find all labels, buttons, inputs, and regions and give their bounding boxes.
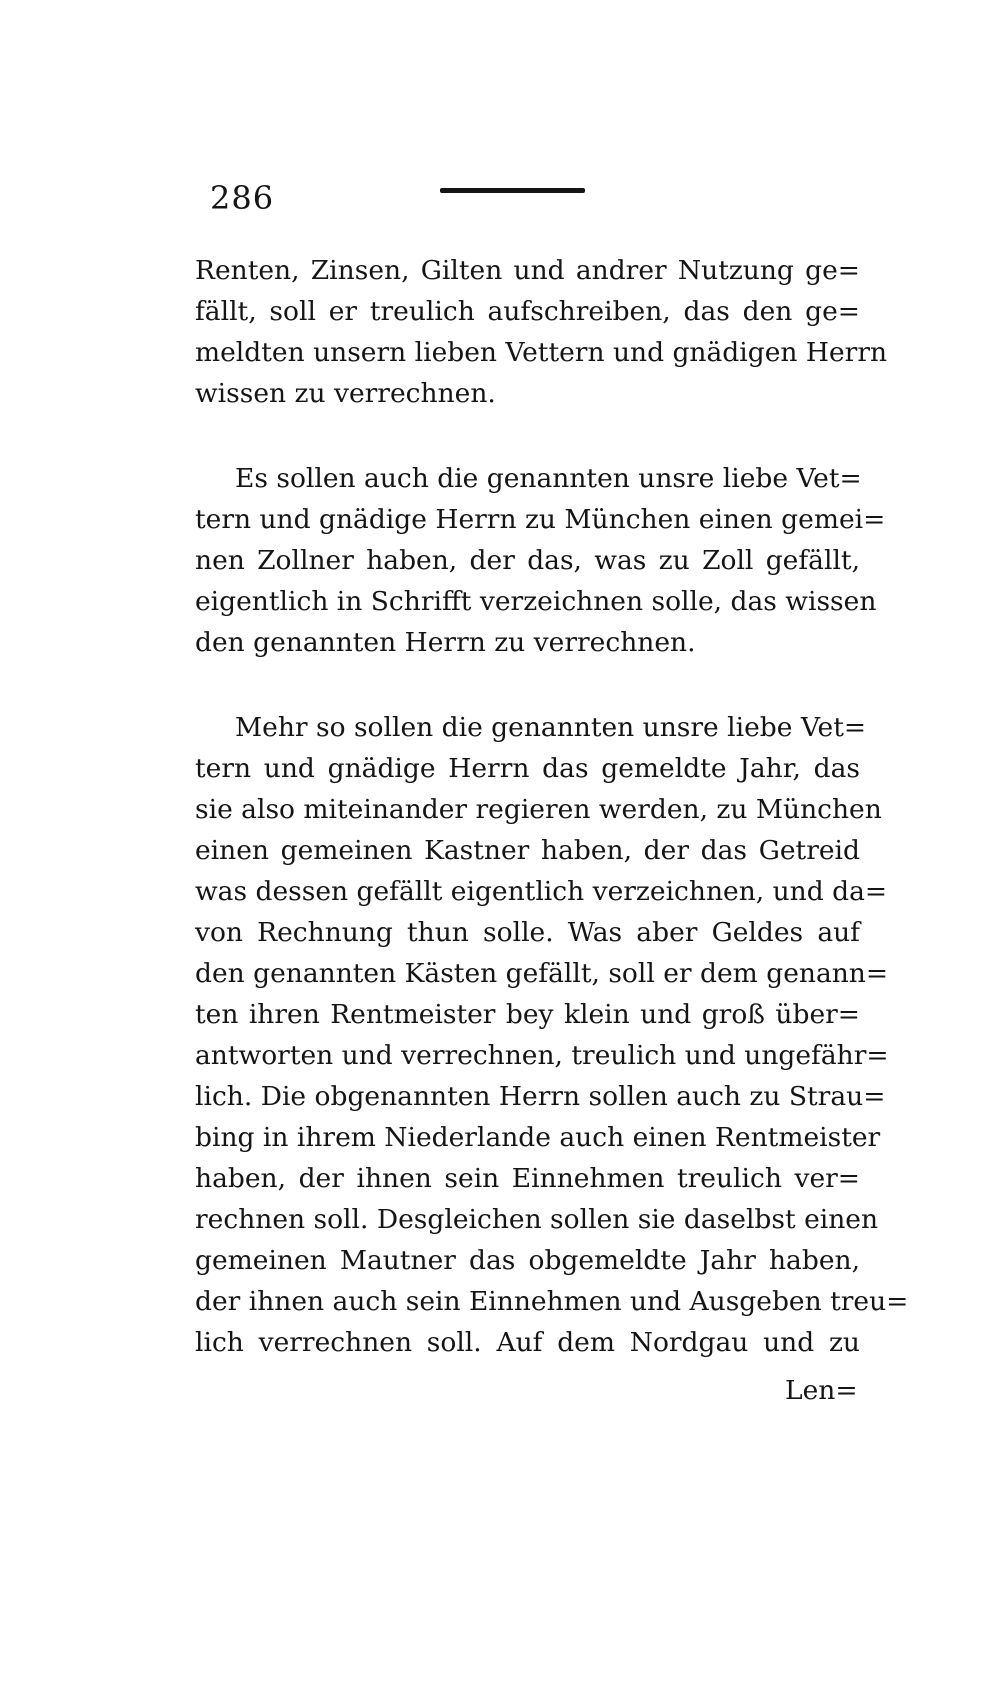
paragraph-2 bbox=[195, 458, 886, 663]
paragraph-3 bbox=[195, 707, 909, 1363]
text-line: Renten, Zinsen, Gilten und andrer Nutzung ge= bbox=[195, 255, 860, 286]
text-line: tern und gnädige Herrn das gemeldte Jahr, das bbox=[195, 753, 860, 784]
text-line: Es sollen auch die genannten unsre liebe Vet= bbox=[235, 463, 862, 494]
text-line: meldten unsern lieben Vettern und gnädigen Herrn bbox=[195, 337, 888, 368]
text-line: sie also miteinander regieren werden, zu München bbox=[195, 794, 882, 825]
text-line: einen gemeinen Kastner haben, der das Getreid bbox=[195, 835, 860, 866]
text-line: lich. Die obgenannten Herrn sollen auch zu Strau= bbox=[195, 1081, 886, 1112]
text-line: fällt, soll er treulich aufschreiben, das den ge= bbox=[195, 296, 860, 327]
text-line: von Rechnung thun solle. Was aber Geldes auf bbox=[195, 917, 860, 948]
text-line: gemeinen Mautner das obgemeldte Jahr haben, bbox=[195, 1245, 860, 1276]
body-text bbox=[195, 250, 909, 1363]
catchword: Len= bbox=[785, 1375, 858, 1406]
text-line: lich verrechnen soll. Auf dem Nordgau und zu bbox=[195, 1327, 860, 1358]
page-number: 286 bbox=[210, 179, 275, 217]
paragraph-gap bbox=[195, 663, 860, 707]
text-line: den genannten Herrn zu verrechnen. bbox=[195, 627, 696, 658]
text-line: rechnen soll. Desgleichen sollen sie daselbst einen bbox=[195, 1204, 879, 1235]
text-line: antworten und verrechnen, treulich und ungefähr= bbox=[195, 1040, 889, 1071]
header-rule bbox=[440, 188, 585, 193]
text-line: haben, der ihnen sein Einnehmen treulich ver= bbox=[195, 1163, 860, 1194]
page-header bbox=[210, 178, 860, 228]
text-line: der ihnen auch sein Einnehmen und Ausgeben treu= bbox=[195, 1286, 909, 1317]
text-line: bing in ihrem Niederlande auch einen Rentmeister bbox=[195, 1122, 881, 1153]
text-line: was dessen gefällt eigentlich verzeichnen, und da= bbox=[195, 876, 888, 907]
text-line: nen Zollner haben, der das, was zu Zoll gefällt, bbox=[195, 545, 860, 576]
text-line: ten ihren Rentmeister bey klein und groß über= bbox=[195, 999, 860, 1030]
text-line: tern und gnädige Herrn zu München einen gemei= bbox=[195, 504, 886, 535]
paragraph-gap bbox=[195, 414, 860, 458]
paragraph-1 bbox=[195, 250, 888, 414]
text-line: eigentlich in Schrifft verzeichnen solle, das wissen bbox=[195, 586, 877, 617]
text-line: den genannten Kästen gefällt, soll er dem genann= bbox=[195, 958, 889, 989]
text-line: Mehr so sollen die genannten unsre liebe Vet= bbox=[235, 712, 867, 743]
text-line: wissen zu verrechnen. bbox=[195, 378, 496, 409]
